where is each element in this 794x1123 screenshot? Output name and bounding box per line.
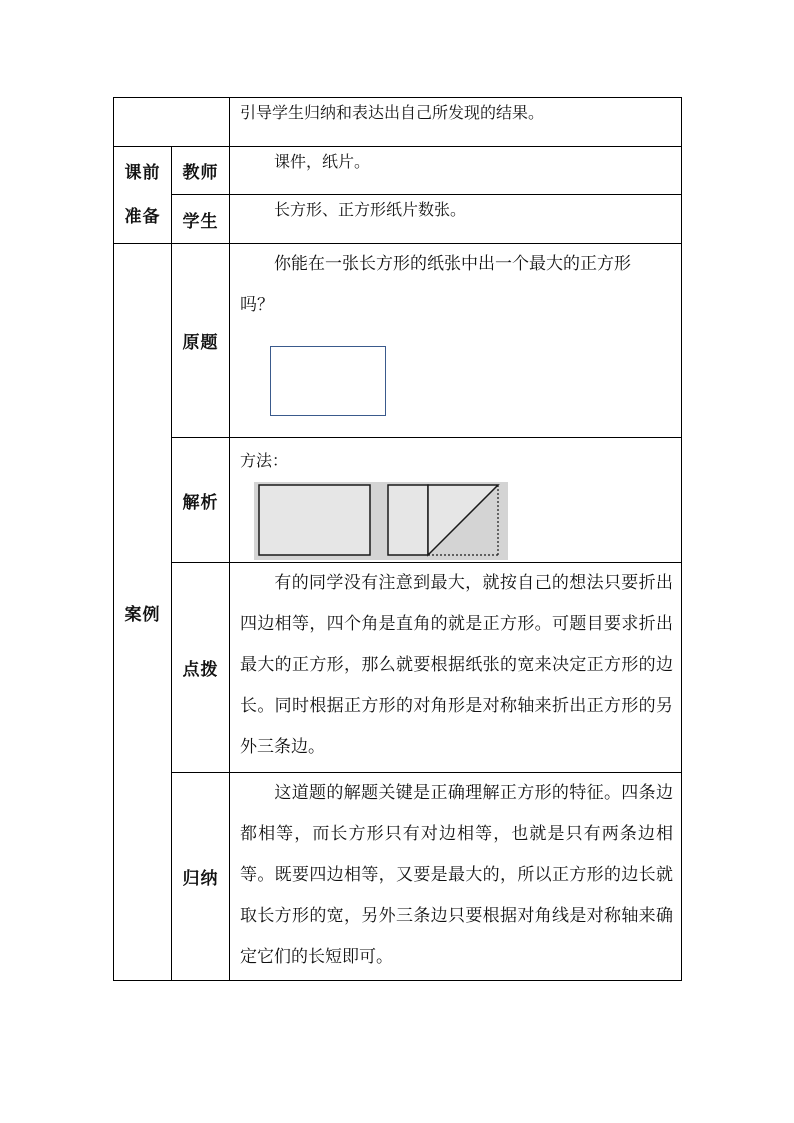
summary-cell (230, 773, 682, 981)
teacher-label: 教师 (172, 147, 230, 195)
original-label: 原题 (172, 244, 230, 438)
prep-label-line1: 课前 (124, 163, 161, 183)
original-row (114, 244, 682, 438)
intro-row (114, 98, 682, 147)
lesson-table (113, 97, 682, 981)
prep-section-label (114, 147, 172, 244)
summary-label: 归纳 (172, 773, 230, 981)
summary-text: 这道题的解题关键是正确理解正方形的特征。四条边都相等，而长方形只有对边相等，也就是只有两条边相等。既要四边相等，又要是最大的，所以正方形的边长就取长方形的宽，另外三条边只要根据对角线是对称轴来确定它们的长短即可。 (240, 783, 673, 967)
student-label: 学生 (172, 195, 230, 244)
rectangle-figure (270, 346, 386, 416)
tips-text: 有的同学没有注意到最大，就按自己的想法只要折出四边相等，四个角是直角的就是正方形。可题目要求折出最大的正方形，那么就要根据纸张的宽来决定正方形的边长。同时根据正方形的对角形是对称轴来折出正方形的另外三条边。 (240, 573, 673, 757)
intro-empty-cell (114, 98, 230, 147)
method-label: 方法： (240, 451, 289, 470)
folding-diagram (254, 482, 508, 560)
original-cell (230, 244, 682, 438)
analysis-label: 解析 (172, 438, 230, 563)
folding-photo (254, 482, 508, 560)
case-section-label: 案例 (114, 244, 172, 981)
tips-label: 点拨 (172, 563, 230, 773)
unfolded-paper (259, 485, 370, 555)
original-line2: 吗？ (240, 295, 274, 315)
prep-teacher-row (114, 147, 682, 195)
analysis-row (114, 438, 682, 563)
student-text: 长方形、正方形纸片数张。 (230, 195, 682, 244)
folded-triangle (428, 485, 498, 555)
intro-text: 引导学生归纳和表达出自己所发现的结果。 (230, 98, 682, 147)
original-line1: 你能在一张长方形的纸张中出一个最大的正方形 (274, 254, 631, 274)
summary-row (114, 773, 682, 981)
tips-row (114, 563, 682, 773)
folded-strip (388, 485, 428, 555)
analysis-cell (230, 438, 682, 563)
prep-label-line2: 准备 (124, 207, 161, 227)
original-question (240, 244, 673, 285)
prep-student-row (114, 195, 682, 244)
teacher-text: 课件，纸片。 (230, 147, 682, 195)
tips-cell (230, 563, 682, 773)
